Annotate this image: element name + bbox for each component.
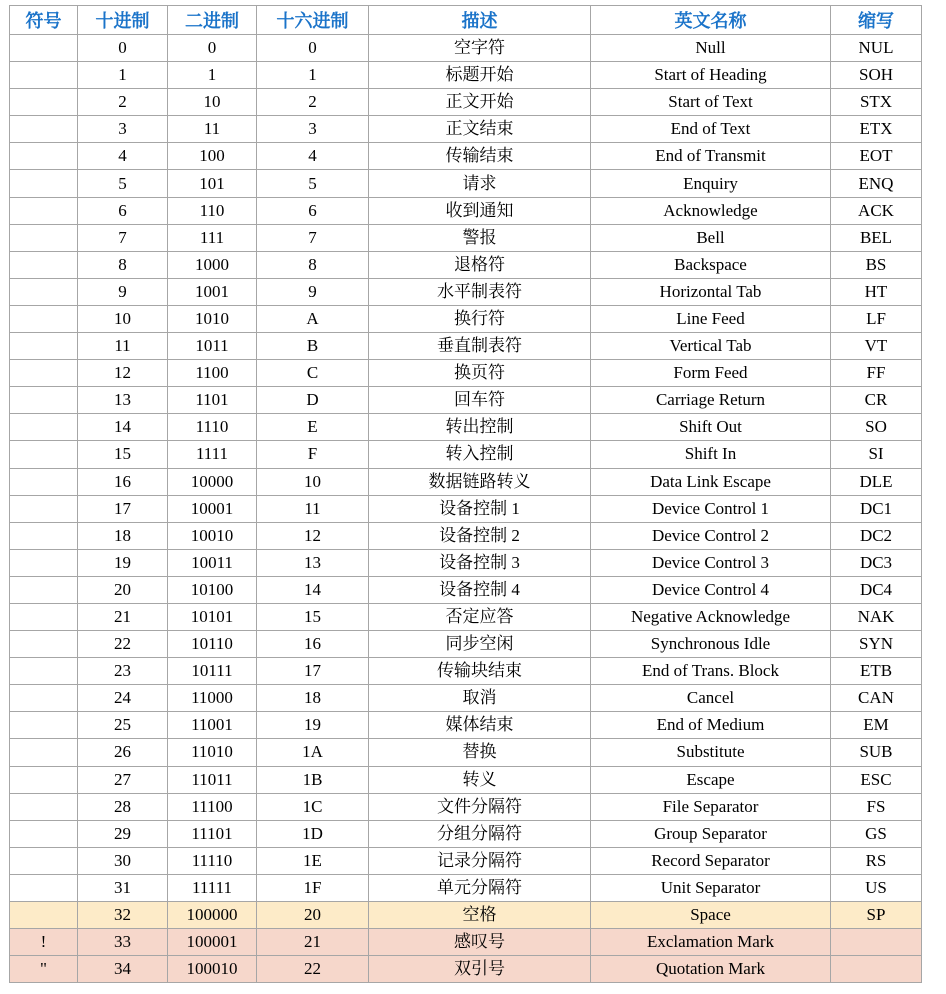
table-row xyxy=(10,522,922,549)
cell-symbol xyxy=(10,766,78,793)
cell-hex: 16 xyxy=(257,631,369,658)
cell-binary: 1101 xyxy=(168,387,257,414)
cell-binary: 11110 xyxy=(168,847,257,874)
table-row xyxy=(10,170,922,197)
cell-english-name: Cancel xyxy=(591,685,831,712)
cell-binary: 101 xyxy=(168,170,257,197)
cell-binary: 1000 xyxy=(168,251,257,278)
cell-symbol xyxy=(10,468,78,495)
cell-english-name: Quotation Mark xyxy=(591,956,831,983)
cell-description: 文件分隔符 xyxy=(369,793,591,820)
cell-abbreviation: GS xyxy=(831,820,922,847)
cell-binary: 10100 xyxy=(168,576,257,603)
cell-abbreviation: DLE xyxy=(831,468,922,495)
cell-english-name: Horizontal Tab xyxy=(591,278,831,305)
cell-abbreviation: STX xyxy=(831,89,922,116)
cell-decimal: 30 xyxy=(78,847,168,874)
cell-english-name: Device Control 1 xyxy=(591,495,831,522)
cell-decimal: 8 xyxy=(78,251,168,278)
cell-abbreviation: SUB xyxy=(831,739,922,766)
ascii-table xyxy=(9,5,922,983)
cell-hex: 15 xyxy=(257,603,369,630)
cell-hex: 5 xyxy=(257,170,369,197)
cell-hex: B xyxy=(257,333,369,360)
cell-binary: 111 xyxy=(168,224,257,251)
cell-decimal: 7 xyxy=(78,224,168,251)
table-row xyxy=(10,902,922,929)
cell-decimal: 9 xyxy=(78,278,168,305)
cell-abbreviation: ENQ xyxy=(831,170,922,197)
header-decimal: 十进制 xyxy=(78,6,168,35)
cell-binary: 10001 xyxy=(168,495,257,522)
cell-decimal: 29 xyxy=(78,820,168,847)
cell-abbreviation: HT xyxy=(831,278,922,305)
cell-decimal: 33 xyxy=(78,929,168,956)
cell-description: 正文开始 xyxy=(369,89,591,116)
cell-english-name: End of Medium xyxy=(591,712,831,739)
cell-abbreviation: FS xyxy=(831,793,922,820)
table-row xyxy=(10,793,922,820)
cell-binary: 100 xyxy=(168,143,257,170)
cell-abbreviation: US xyxy=(831,874,922,901)
cell-english-name: Negative Acknowledge xyxy=(591,603,831,630)
cell-decimal: 23 xyxy=(78,658,168,685)
cell-abbreviation: CR xyxy=(831,387,922,414)
cell-hex: 21 xyxy=(257,929,369,956)
cell-binary: 1100 xyxy=(168,360,257,387)
cell-binary: 11111 xyxy=(168,874,257,901)
cell-abbreviation: LF xyxy=(831,305,922,332)
cell-decimal: 4 xyxy=(78,143,168,170)
cell-binary: 11010 xyxy=(168,739,257,766)
cell-english-name: Vertical Tab xyxy=(591,333,831,360)
cell-english-name: Group Separator xyxy=(591,820,831,847)
cell-decimal: 19 xyxy=(78,549,168,576)
cell-binary: 1011 xyxy=(168,333,257,360)
table-row xyxy=(10,468,922,495)
cell-symbol xyxy=(10,414,78,441)
cell-description: 正文结束 xyxy=(369,116,591,143)
cell-hex: 1A xyxy=(257,739,369,766)
table-row xyxy=(10,576,922,603)
cell-description: 替换 xyxy=(369,739,591,766)
cell-decimal: 27 xyxy=(78,766,168,793)
cell-description: 媒体结束 xyxy=(369,712,591,739)
cell-description: 标题开始 xyxy=(369,62,591,89)
cell-hex: C xyxy=(257,360,369,387)
cell-abbreviation: NAK xyxy=(831,603,922,630)
cell-abbreviation: DC1 xyxy=(831,495,922,522)
cell-abbreviation: ESC xyxy=(831,766,922,793)
cell-hex: 17 xyxy=(257,658,369,685)
cell-english-name: Bell xyxy=(591,224,831,251)
table-row xyxy=(10,278,922,305)
cell-abbreviation: ETB xyxy=(831,658,922,685)
cell-abbreviation xyxy=(831,956,922,983)
cell-decimal: 6 xyxy=(78,197,168,224)
cell-symbol: ! xyxy=(10,929,78,956)
header-description: 描述 xyxy=(369,6,591,35)
cell-binary: 10011 xyxy=(168,549,257,576)
cell-decimal: 32 xyxy=(78,902,168,929)
cell-hex: A xyxy=(257,305,369,332)
cell-english-name: Record Separator xyxy=(591,847,831,874)
cell-abbreviation: BEL xyxy=(831,224,922,251)
cell-symbol xyxy=(10,360,78,387)
cell-hex: 1B xyxy=(257,766,369,793)
cell-abbreviation: SP xyxy=(831,902,922,929)
cell-english-name: Enquiry xyxy=(591,170,831,197)
cell-hex: 0 xyxy=(257,35,369,62)
cell-abbreviation: DC4 xyxy=(831,576,922,603)
cell-hex: 1C xyxy=(257,793,369,820)
cell-abbreviation: EOT xyxy=(831,143,922,170)
cell-symbol xyxy=(10,143,78,170)
cell-decimal: 10 xyxy=(78,305,168,332)
cell-description: 传输块结束 xyxy=(369,658,591,685)
cell-symbol xyxy=(10,495,78,522)
cell-abbreviation: CAN xyxy=(831,685,922,712)
cell-decimal: 18 xyxy=(78,522,168,549)
cell-description: 设备控制 4 xyxy=(369,576,591,603)
cell-hex: 18 xyxy=(257,685,369,712)
cell-hex: 8 xyxy=(257,251,369,278)
cell-binary: 1111 xyxy=(168,441,257,468)
cell-description: 空格 xyxy=(369,902,591,929)
cell-abbreviation: ACK xyxy=(831,197,922,224)
table-row xyxy=(10,387,922,414)
cell-hex: E xyxy=(257,414,369,441)
cell-binary: 10101 xyxy=(168,603,257,630)
cell-binary: 11001 xyxy=(168,712,257,739)
cell-hex: 10 xyxy=(257,468,369,495)
cell-symbol xyxy=(10,522,78,549)
cell-decimal: 14 xyxy=(78,414,168,441)
cell-english-name: Device Control 2 xyxy=(591,522,831,549)
cell-description: 否定应答 xyxy=(369,603,591,630)
cell-description: 双引号 xyxy=(369,956,591,983)
cell-hex: 11 xyxy=(257,495,369,522)
cell-decimal: 26 xyxy=(78,739,168,766)
cell-description: 回车符 xyxy=(369,387,591,414)
cell-symbol xyxy=(10,170,78,197)
cell-symbol xyxy=(10,576,78,603)
cell-description: 记录分隔符 xyxy=(369,847,591,874)
table-row xyxy=(10,62,922,89)
cell-binary: 1110 xyxy=(168,414,257,441)
cell-abbreviation: VT xyxy=(831,333,922,360)
cell-hex: 4 xyxy=(257,143,369,170)
cell-symbol xyxy=(10,387,78,414)
table-row xyxy=(10,305,922,332)
cell-binary: 10110 xyxy=(168,631,257,658)
cell-hex: 1E xyxy=(257,847,369,874)
cell-english-name: End of Transmit xyxy=(591,143,831,170)
cell-hex: 22 xyxy=(257,956,369,983)
cell-binary: 100010 xyxy=(168,956,257,983)
cell-description: 设备控制 3 xyxy=(369,549,591,576)
cell-english-name: Carriage Return xyxy=(591,387,831,414)
cell-english-name: Data Link Escape xyxy=(591,468,831,495)
cell-english-name: Shift In xyxy=(591,441,831,468)
cell-description: 分组分隔符 xyxy=(369,820,591,847)
cell-hex: 1D xyxy=(257,820,369,847)
cell-decimal: 21 xyxy=(78,603,168,630)
cell-decimal: 31 xyxy=(78,874,168,901)
cell-description: 转义 xyxy=(369,766,591,793)
table-row xyxy=(10,549,922,576)
cell-symbol xyxy=(10,820,78,847)
cell-binary: 1001 xyxy=(168,278,257,305)
table-row xyxy=(10,360,922,387)
cell-abbreviation xyxy=(831,929,922,956)
cell-decimal: 2 xyxy=(78,89,168,116)
cell-description: 空字符 xyxy=(369,35,591,62)
cell-english-name: End of Trans. Block xyxy=(591,658,831,685)
cell-symbol xyxy=(10,35,78,62)
cell-decimal: 3 xyxy=(78,116,168,143)
cell-symbol xyxy=(10,305,78,332)
cell-description: 设备控制 2 xyxy=(369,522,591,549)
cell-abbreviation: DC3 xyxy=(831,549,922,576)
cell-decimal: 11 xyxy=(78,333,168,360)
cell-english-name: Device Control 3 xyxy=(591,549,831,576)
cell-description: 同步空闲 xyxy=(369,631,591,658)
cell-english-name: Unit Separator xyxy=(591,874,831,901)
cell-hex: 3 xyxy=(257,116,369,143)
cell-symbol xyxy=(10,441,78,468)
cell-decimal: 22 xyxy=(78,631,168,658)
cell-abbreviation: BS xyxy=(831,251,922,278)
cell-description: 换页符 xyxy=(369,360,591,387)
cell-symbol xyxy=(10,631,78,658)
cell-decimal: 17 xyxy=(78,495,168,522)
cell-hex: 6 xyxy=(257,197,369,224)
cell-decimal: 25 xyxy=(78,712,168,739)
cell-symbol xyxy=(10,116,78,143)
cell-symbol xyxy=(10,739,78,766)
cell-binary: 11 xyxy=(168,116,257,143)
cell-hex: 2 xyxy=(257,89,369,116)
cell-binary: 1010 xyxy=(168,305,257,332)
cell-binary: 10 xyxy=(168,89,257,116)
table-row xyxy=(10,224,922,251)
cell-symbol xyxy=(10,874,78,901)
cell-decimal: 20 xyxy=(78,576,168,603)
cell-english-name: Line Feed xyxy=(591,305,831,332)
table-row xyxy=(10,847,922,874)
cell-english-name: Substitute xyxy=(591,739,831,766)
cell-hex: 14 xyxy=(257,576,369,603)
cell-hex: 1 xyxy=(257,62,369,89)
cell-binary: 1 xyxy=(168,62,257,89)
cell-description: 收到通知 xyxy=(369,197,591,224)
cell-abbreviation: EM xyxy=(831,712,922,739)
table-row xyxy=(10,116,922,143)
table-row xyxy=(10,197,922,224)
cell-symbol xyxy=(10,847,78,874)
header-hex: 十六进制 xyxy=(257,6,369,35)
cell-english-name: Start of Text xyxy=(591,89,831,116)
cell-abbreviation: SI xyxy=(831,441,922,468)
cell-symbol xyxy=(10,333,78,360)
cell-english-name: File Separator xyxy=(591,793,831,820)
cell-decimal: 34 xyxy=(78,956,168,983)
cell-english-name: Synchronous Idle xyxy=(591,631,831,658)
cell-decimal: 15 xyxy=(78,441,168,468)
cell-hex: 13 xyxy=(257,549,369,576)
table-row xyxy=(10,441,922,468)
cell-symbol xyxy=(10,224,78,251)
table-row xyxy=(10,603,922,630)
cell-description: 退格符 xyxy=(369,251,591,278)
cell-english-name: Acknowledge xyxy=(591,197,831,224)
cell-description: 转出控制 xyxy=(369,414,591,441)
table-row xyxy=(10,631,922,658)
cell-symbol xyxy=(10,603,78,630)
cell-decimal: 24 xyxy=(78,685,168,712)
table-row xyxy=(10,333,922,360)
table-row xyxy=(10,820,922,847)
cell-decimal: 28 xyxy=(78,793,168,820)
table-row xyxy=(10,89,922,116)
cell-symbol xyxy=(10,549,78,576)
header-abbreviation: 缩写 xyxy=(831,6,922,35)
cell-abbreviation: DC2 xyxy=(831,522,922,549)
table-row xyxy=(10,658,922,685)
cell-hex: D xyxy=(257,387,369,414)
cell-decimal: 1 xyxy=(78,62,168,89)
cell-abbreviation: SOH xyxy=(831,62,922,89)
table-row xyxy=(10,929,922,956)
cell-symbol xyxy=(10,89,78,116)
table-row xyxy=(10,251,922,278)
table-row xyxy=(10,35,922,62)
cell-english-name: Device Control 4 xyxy=(591,576,831,603)
cell-symbol: " xyxy=(10,956,78,983)
header-english-name: 英文名称 xyxy=(591,6,831,35)
table-row xyxy=(10,739,922,766)
cell-english-name: Start of Heading xyxy=(591,62,831,89)
cell-abbreviation: SO xyxy=(831,414,922,441)
cell-abbreviation: FF xyxy=(831,360,922,387)
cell-symbol xyxy=(10,197,78,224)
cell-english-name: Escape xyxy=(591,766,831,793)
cell-english-name: Form Feed xyxy=(591,360,831,387)
cell-english-name: Space xyxy=(591,902,831,929)
cell-description: 水平制表符 xyxy=(369,278,591,305)
cell-description: 设备控制 1 xyxy=(369,495,591,522)
header-symbol: 符号 xyxy=(10,6,78,35)
cell-english-name: Null xyxy=(591,35,831,62)
cell-binary: 11100 xyxy=(168,793,257,820)
cell-description: 感叹号 xyxy=(369,929,591,956)
cell-decimal: 16 xyxy=(78,468,168,495)
cell-binary: 10000 xyxy=(168,468,257,495)
cell-english-name: Shift Out xyxy=(591,414,831,441)
cell-binary: 100001 xyxy=(168,929,257,956)
cell-hex: 9 xyxy=(257,278,369,305)
cell-symbol xyxy=(10,251,78,278)
cell-symbol xyxy=(10,685,78,712)
cell-abbreviation: SYN xyxy=(831,631,922,658)
table-row xyxy=(10,766,922,793)
table-row xyxy=(10,956,922,983)
cell-binary: 11011 xyxy=(168,766,257,793)
cell-binary: 100000 xyxy=(168,902,257,929)
cell-english-name: End of Text xyxy=(591,116,831,143)
cell-hex: 12 xyxy=(257,522,369,549)
table-row xyxy=(10,712,922,739)
cell-description: 转入控制 xyxy=(369,441,591,468)
cell-symbol xyxy=(10,712,78,739)
table-row xyxy=(10,685,922,712)
cell-description: 警报 xyxy=(369,224,591,251)
table-header xyxy=(10,6,922,35)
cell-english-name: Exclamation Mark xyxy=(591,929,831,956)
cell-abbreviation: RS xyxy=(831,847,922,874)
cell-binary: 110 xyxy=(168,197,257,224)
cell-symbol xyxy=(10,278,78,305)
cell-description: 传输结束 xyxy=(369,143,591,170)
cell-decimal: 12 xyxy=(78,360,168,387)
cell-symbol xyxy=(10,658,78,685)
cell-decimal: 13 xyxy=(78,387,168,414)
cell-hex: F xyxy=(257,441,369,468)
cell-description: 垂直制表符 xyxy=(369,333,591,360)
table-row xyxy=(10,495,922,522)
cell-binary: 0 xyxy=(168,35,257,62)
table-row xyxy=(10,414,922,441)
cell-symbol xyxy=(10,793,78,820)
cell-decimal: 5 xyxy=(78,170,168,197)
cell-description: 换行符 xyxy=(369,305,591,332)
header-row xyxy=(10,6,922,35)
cell-description: 单元分隔符 xyxy=(369,874,591,901)
cell-binary: 10111 xyxy=(168,658,257,685)
cell-description: 请求 xyxy=(369,170,591,197)
cell-hex: 1F xyxy=(257,874,369,901)
cell-description: 数据链路转义 xyxy=(369,468,591,495)
cell-binary: 11000 xyxy=(168,685,257,712)
header-binary: 二进制 xyxy=(168,6,257,35)
cell-symbol xyxy=(10,62,78,89)
cell-hex: 20 xyxy=(257,902,369,929)
table-body xyxy=(10,35,922,983)
table-row xyxy=(10,143,922,170)
cell-hex: 19 xyxy=(257,712,369,739)
cell-english-name: Backspace xyxy=(591,251,831,278)
cell-abbreviation: NUL xyxy=(831,35,922,62)
cell-description: 取消 xyxy=(369,685,591,712)
cell-decimal: 0 xyxy=(78,35,168,62)
cell-symbol xyxy=(10,902,78,929)
cell-hex: 7 xyxy=(257,224,369,251)
cell-abbreviation: ETX xyxy=(831,116,922,143)
cell-binary: 11101 xyxy=(168,820,257,847)
table-row xyxy=(10,874,922,901)
cell-binary: 10010 xyxy=(168,522,257,549)
